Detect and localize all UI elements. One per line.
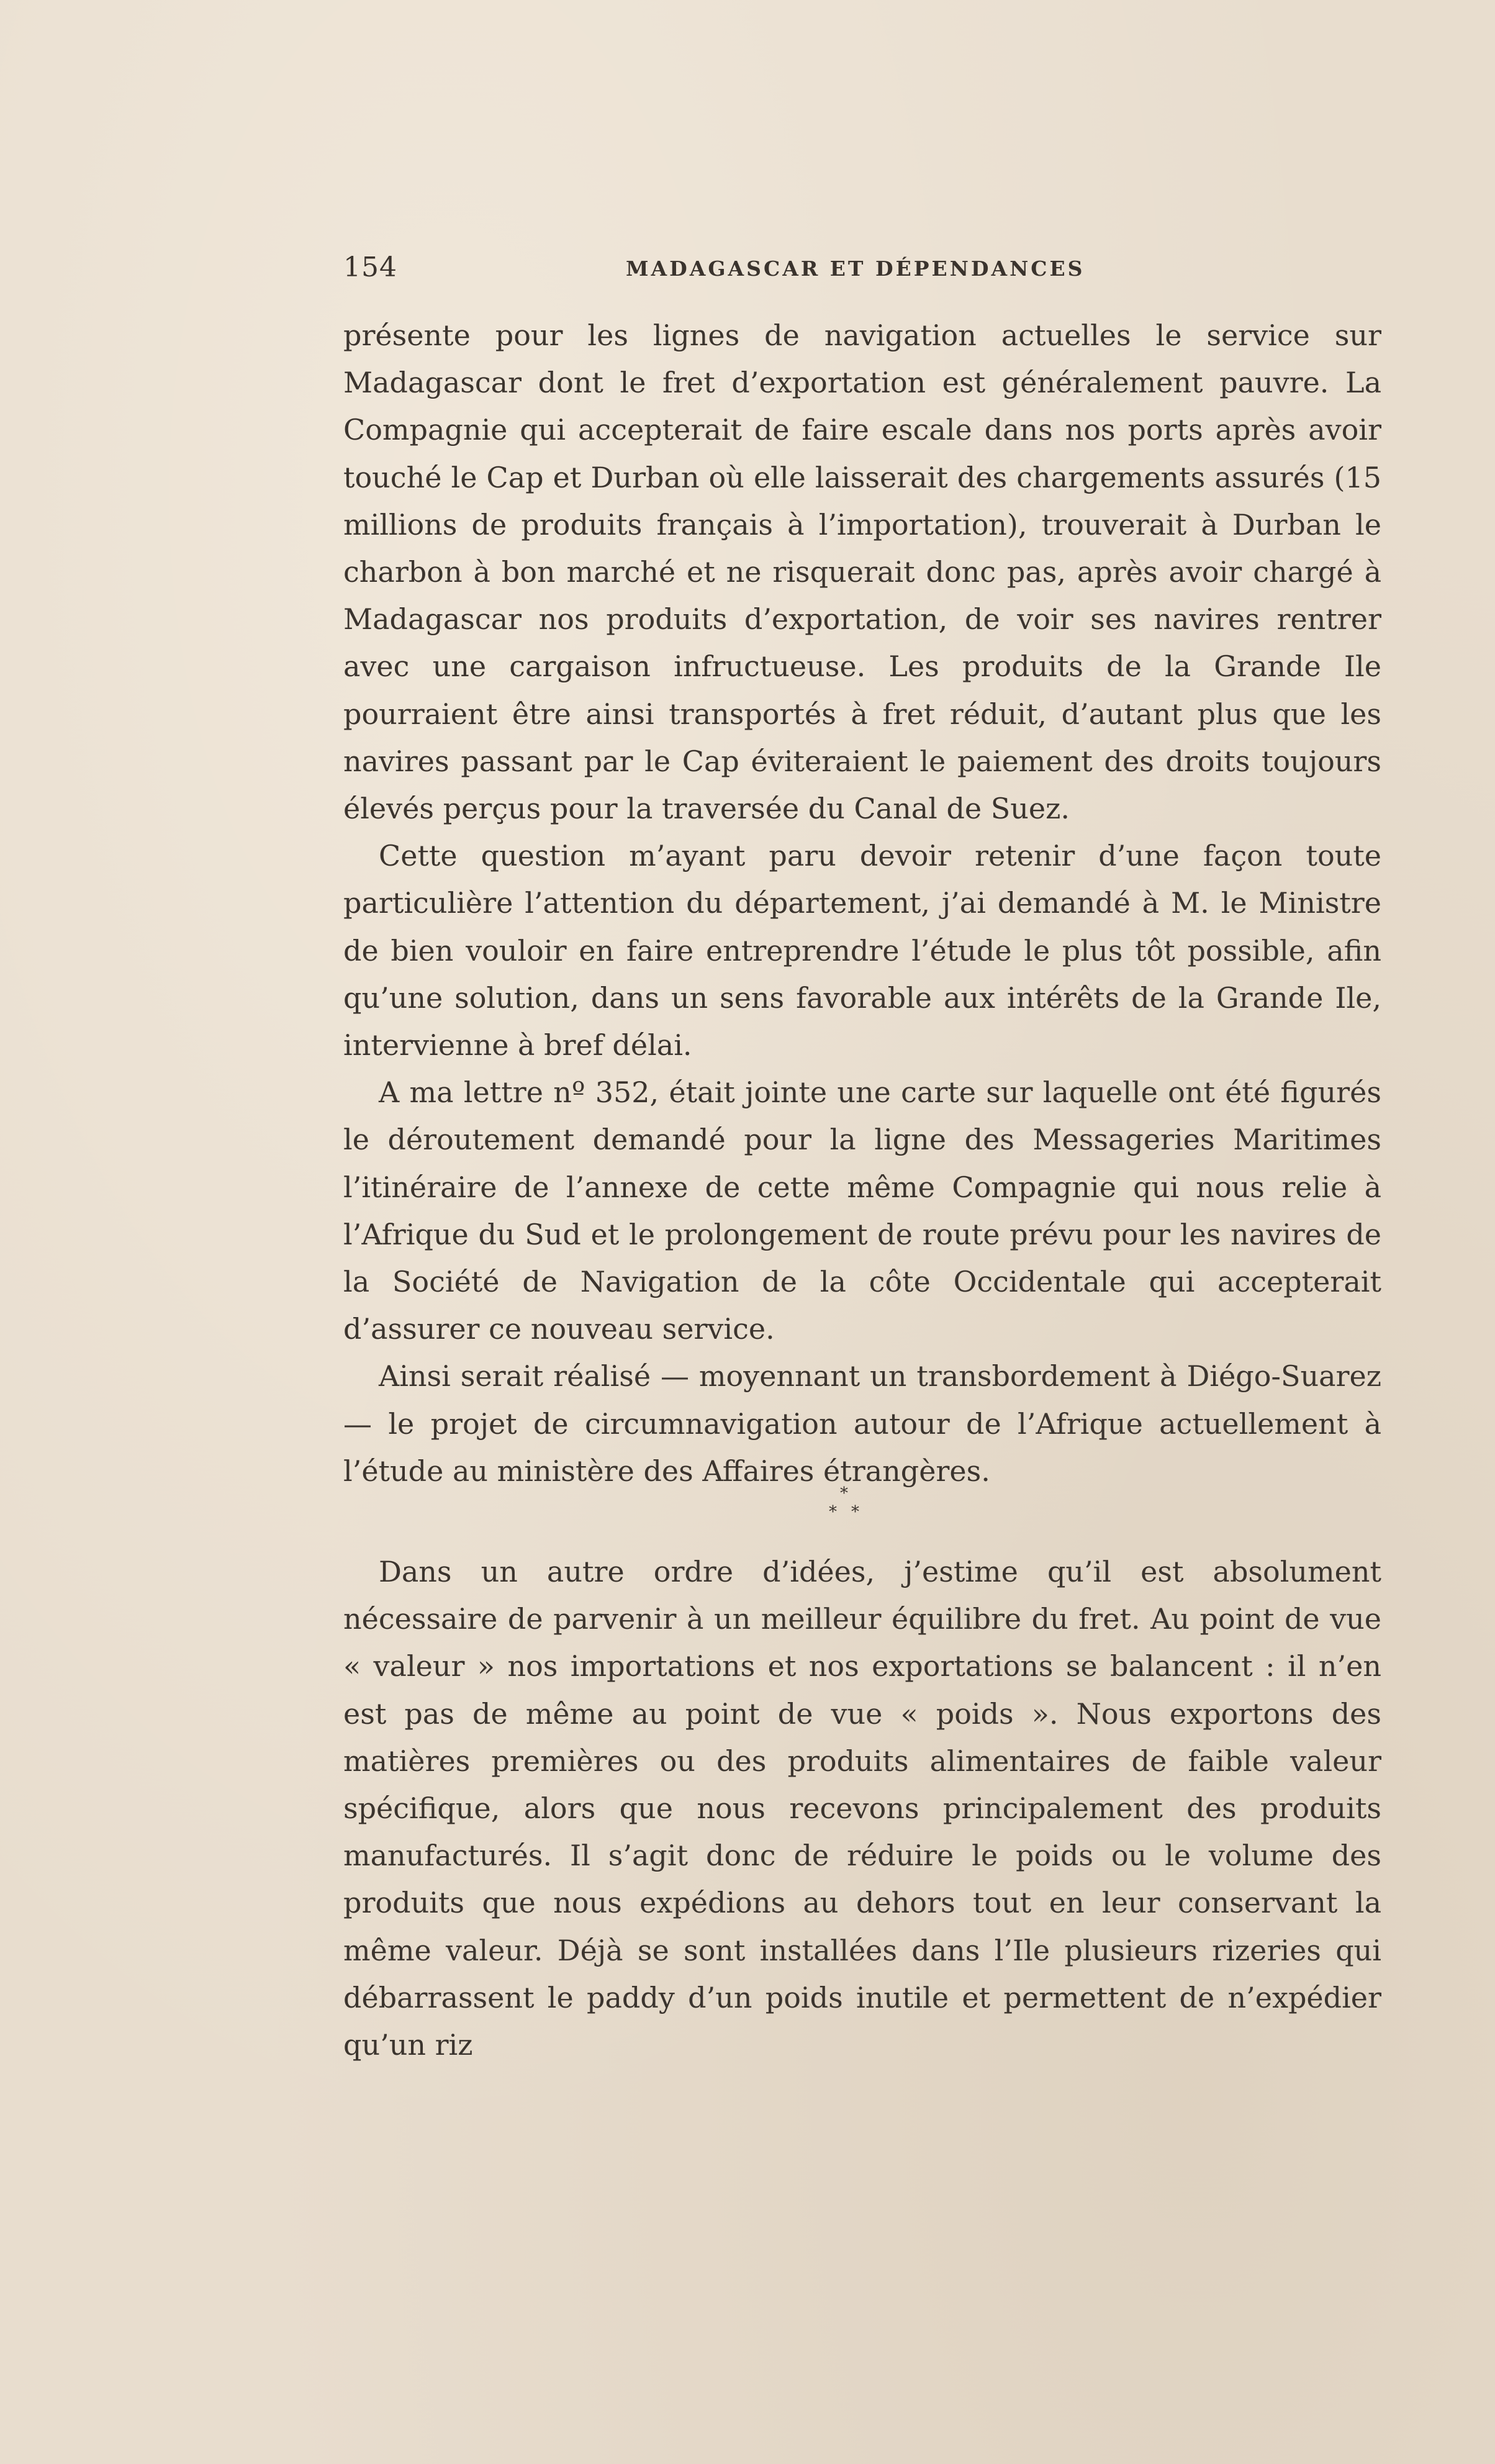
separator-star-right: * [851, 1503, 859, 1521]
page-number: 154 [343, 251, 397, 283]
running-title: MADAGASCAR ET DÉPENDANCES [626, 256, 1085, 281]
text-block-upper [343, 312, 1381, 1495]
paragraph-2: Cette question m’ayant paru devoir retenir d’une façon toute particulière l’attention du département, j’ai demandé à M. le Ministre de bien vouloir en faire entreprendre l’étude le plus tôt possible, afin qu’une solution, dans un sens favorable aux intérêts de la Grande Ile, intervienne à bref délai. [343, 839, 1381, 1062]
asterism-separator [829, 1485, 878, 1523]
page-header [343, 251, 1381, 289]
separator-star-top: * [840, 1484, 848, 1503]
separator-star-left: * [829, 1503, 837, 1521]
paragraph-1: présente pour les lignes de navigation actuelles le service sur Madagascar dont le fret d’exportation est généralement pauvre. La Compagnie qui accepterait de faire escale dans nos ports après avoir touché le Cap et Durban où elle laisserait des chargements assurés (15 millions de produits français à l’importation), trouverait à Durban le charbon à bon marché et ne risquerait donc pas, après avoir chargé à Madagascar nos produits d’exportation, de voir ses navires rentrer avec une cargaison infructueuse. Les produits de la Grande Ile pourraient être ainsi transportés à fret réduit, d’autant plus que les navires passant par le Cap éviteraient le paiement des droits toujours élevés perçus pour la traversée du Canal de Suez. [343, 319, 1381, 826]
paragraph-4: Ainsi serait réalisé — moyennant un transbordement à Diégo-Suarez — le projet de circumnavigation autour de l’Afrique actuellement à l’étude au ministère des Affaires étrangères. [343, 1359, 1381, 1488]
paragraph-3: A ma lettre nº 352, était jointe une carte sur laquelle ont été figurés le déroutement demandé pour la ligne des Messageries Maritimes l’itinéraire de l’annexe de cette même Compagnie qui nous relie à l’Afrique du Sud et le prolongement de route prévu pour les navires de la Société de Navigation de la côte Occidentale qui accepterait d’assurer ce nouveau service. [343, 1076, 1381, 1346]
text-block-lower [343, 1548, 1381, 2068]
paragraph-5: Dans un autre ordre d’idées, j’estime qu’il est absolument nécessaire de parvenir à un meilleur équilibre du fret. Au point de vue « valeur » nos importations et nos exportations se balancent : il n’en est pas de même au point de vue « poids ». Nous exportons des matières premières ou des produits alimentaires de faible valeur spécifique, alors que nous recevons principalement des produits manufacturés. Il s’agit donc de réduire le poids ou le volume des produits que nous expédions au dehors tout en leur conservant la même valeur. Déjà se sont installées dans l’Ile plusieurs rizeries qui débarrassent le paddy d’un poids inutile et permettent de n’expédier qu’un riz [343, 1555, 1381, 2062]
